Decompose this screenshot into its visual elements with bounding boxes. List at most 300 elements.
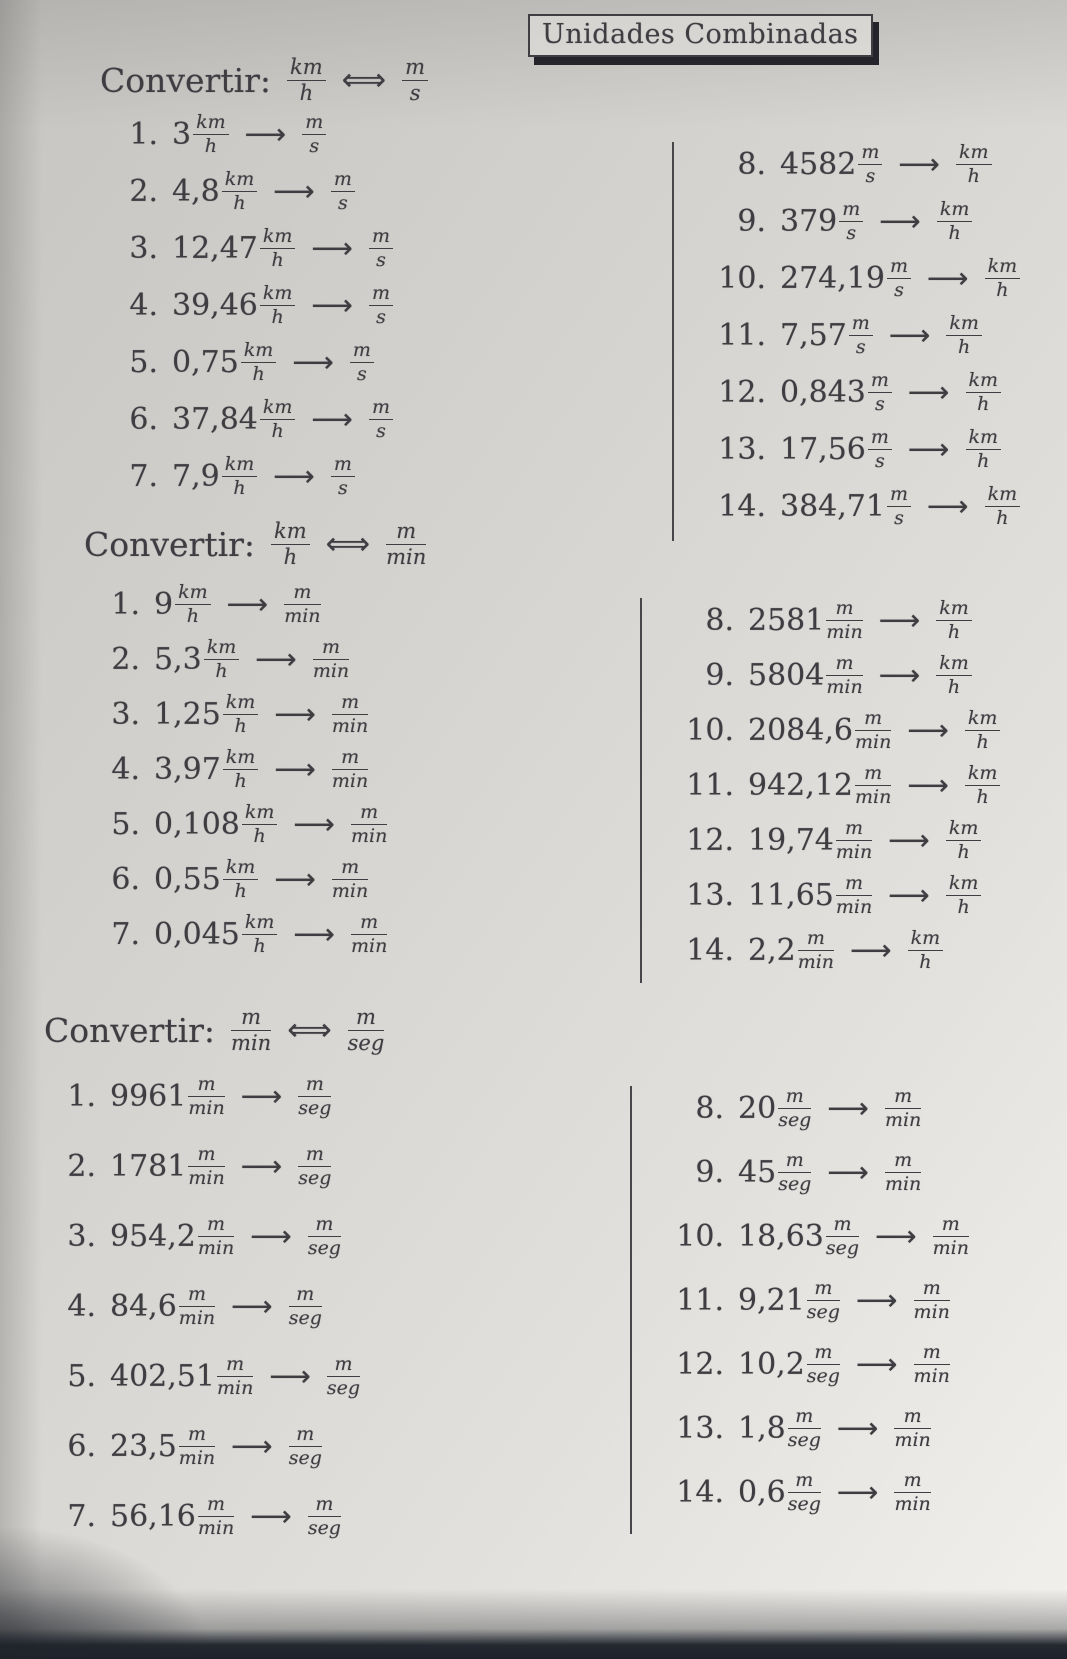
fraction-denominator: h bbox=[996, 278, 1009, 301]
fraction-denominator: h bbox=[967, 164, 980, 187]
item-number: 5. bbox=[111, 806, 140, 842]
right-arrow-icon: ⟶ bbox=[878, 657, 921, 692]
to-unit-fraction bbox=[351, 802, 387, 846]
from-unit-fraction bbox=[836, 818, 872, 862]
fraction-denominator: min bbox=[312, 659, 350, 682]
to-unit-fraction bbox=[298, 1074, 331, 1118]
item-number: 3. bbox=[129, 230, 158, 266]
double-arrow-icon: ⟺ bbox=[287, 1011, 332, 1048]
to-unit-fraction bbox=[985, 484, 1021, 528]
right-arrow-icon: ⟶ bbox=[888, 877, 930, 912]
fraction-denominator: min bbox=[826, 675, 863, 698]
exercise-item bbox=[56, 1144, 362, 1188]
fraction-numerator: m bbox=[778, 1086, 811, 1109]
exercise-item bbox=[668, 1342, 971, 1386]
to-unit-fraction bbox=[332, 692, 368, 736]
right-arrow-icon: ⟶ bbox=[927, 260, 969, 295]
fraction-denominator: h bbox=[957, 840, 970, 863]
item-number: 13. bbox=[686, 877, 734, 913]
exercise-column-right bbox=[672, 142, 1022, 541]
exercise-item bbox=[668, 1214, 971, 1258]
right-arrow-icon: ⟶ bbox=[311, 287, 353, 322]
right-arrow-icon: ⟶ bbox=[927, 488, 969, 523]
from-unit-fraction bbox=[260, 283, 296, 327]
exercise-item bbox=[100, 802, 389, 846]
fraction-denominator: min bbox=[331, 879, 369, 902]
fraction-denominator: s bbox=[376, 248, 386, 271]
right-arrow-icon: ⟶ bbox=[878, 602, 921, 637]
fraction-denominator: seg bbox=[298, 1166, 332, 1189]
fraction-denominator: h bbox=[996, 506, 1009, 529]
item-value: 0,045 bbox=[154, 916, 240, 952]
fraction-numerator: km bbox=[966, 427, 1002, 450]
to-unit-fraction bbox=[332, 747, 368, 791]
fraction-denominator: seg bbox=[347, 1030, 385, 1055]
right-arrow-icon: ⟶ bbox=[292, 344, 334, 379]
fraction-numerator: m bbox=[327, 1354, 360, 1377]
fraction-numerator: km bbox=[936, 653, 972, 676]
right-arrow-icon: ⟶ bbox=[274, 751, 316, 786]
fraction-numerator: km bbox=[223, 857, 259, 880]
right-arrow-icon: ⟶ bbox=[255, 641, 297, 676]
from-unit-fraction bbox=[198, 1494, 234, 1538]
fraction-numerator: m bbox=[386, 520, 426, 545]
to-unit-fraction bbox=[965, 708, 1001, 752]
right-arrow-icon: ⟶ bbox=[231, 1428, 273, 1463]
from-unit-fraction bbox=[260, 397, 296, 441]
fraction-numerator: m bbox=[179, 1284, 215, 1307]
fraction-numerator: m bbox=[369, 283, 393, 306]
from-unit-fraction bbox=[887, 256, 911, 300]
convert-label: Convertir: bbox=[100, 60, 272, 100]
right-arrow-icon: ⟶ bbox=[898, 146, 940, 181]
fraction-denominator: seg bbox=[326, 1376, 361, 1399]
item-number: 1. bbox=[129, 116, 158, 152]
right-arrow-icon: ⟶ bbox=[907, 767, 949, 802]
exercise-item bbox=[56, 1284, 362, 1328]
item-value: 2084,6 bbox=[748, 712, 853, 748]
item-value: 2581 bbox=[748, 602, 825, 638]
fraction-numerator: km bbox=[241, 340, 277, 363]
right-arrow-icon: ⟶ bbox=[250, 1498, 292, 1533]
fraction-denominator: h bbox=[271, 248, 284, 271]
fraction-denominator: s bbox=[894, 278, 904, 301]
fraction-denominator: h bbox=[947, 675, 961, 698]
exercise-item bbox=[100, 692, 389, 736]
item-value: 10,2 bbox=[738, 1346, 805, 1382]
fraction-denominator: h bbox=[233, 476, 246, 499]
from-unit-fraction bbox=[826, 1214, 859, 1258]
fraction-numerator: m bbox=[914, 1278, 950, 1301]
exercise-item bbox=[668, 1150, 971, 1194]
fraction-numerator: m bbox=[836, 873, 872, 896]
fraction-numerator: km bbox=[204, 637, 240, 660]
fraction-denominator: min bbox=[331, 769, 369, 792]
exercise-column-left bbox=[118, 112, 395, 511]
fraction-numerator: km bbox=[985, 484, 1021, 507]
fraction-denominator: min bbox=[178, 1306, 216, 1329]
item-value: 9 bbox=[154, 586, 174, 622]
exercise-column-right bbox=[640, 598, 1002, 983]
exercise-column-left bbox=[100, 582, 389, 967]
item-number: 4. bbox=[129, 287, 158, 323]
item-value: 18,63 bbox=[738, 1218, 824, 1254]
right-arrow-icon: ⟶ bbox=[240, 1148, 283, 1183]
fraction-denominator: s bbox=[376, 419, 386, 442]
fraction-denominator: h bbox=[299, 80, 314, 105]
item-number: 14. bbox=[676, 1474, 724, 1510]
fraction-denominator: min bbox=[835, 895, 873, 918]
fraction-numerator: m bbox=[188, 1144, 224, 1167]
fraction-numerator: km bbox=[242, 912, 278, 935]
fraction-numerator: km bbox=[985, 256, 1021, 279]
fraction-numerator: m bbox=[331, 169, 355, 192]
item-number: 11. bbox=[686, 767, 734, 803]
page-title: Unidades Combinadas bbox=[528, 14, 873, 57]
fraction-numerator: km bbox=[222, 454, 258, 477]
fraction-numerator: m bbox=[826, 653, 862, 676]
item-number: 3. bbox=[111, 696, 140, 732]
fraction-denominator: min bbox=[231, 1030, 272, 1055]
right-arrow-icon: ⟶ bbox=[855, 1346, 898, 1381]
fraction-numerator: km bbox=[287, 56, 326, 81]
to-unit-fraction bbox=[965, 763, 1001, 807]
from-unit-fraction bbox=[193, 112, 229, 156]
exercise-column-left bbox=[56, 1074, 362, 1564]
fraction-denominator: min bbox=[284, 604, 321, 627]
item-number: 8. bbox=[695, 1090, 724, 1126]
convert-label: Convertir: bbox=[44, 1010, 216, 1050]
fraction-denominator: s bbox=[357, 362, 367, 385]
item-number: 1. bbox=[111, 586, 140, 622]
fraction-denominator: min bbox=[932, 1236, 969, 1259]
fraction-numerator: m bbox=[298, 1144, 331, 1167]
item-value: 0,6 bbox=[738, 1474, 786, 1510]
fraction-numerator: m bbox=[302, 112, 326, 135]
to-unit-fraction bbox=[331, 169, 355, 213]
right-arrow-icon: ⟶ bbox=[293, 916, 335, 951]
item-value: 4582 bbox=[780, 146, 857, 182]
right-arrow-icon: ⟶ bbox=[827, 1090, 869, 1125]
item-number: 8. bbox=[705, 602, 734, 638]
item-value: 9,21 bbox=[738, 1282, 805, 1318]
item-number: 2. bbox=[67, 1148, 96, 1184]
item-number: 2. bbox=[111, 641, 140, 677]
fraction-denominator: min bbox=[197, 1236, 235, 1259]
item-value: 39,46 bbox=[172, 287, 258, 323]
exercise-item bbox=[678, 818, 1002, 862]
item-number: 13. bbox=[676, 1410, 724, 1446]
fraction-denominator: s bbox=[865, 164, 876, 187]
item-value: 1,8 bbox=[738, 1410, 786, 1446]
exercise-column-right bbox=[630, 1086, 971, 1534]
item-number: 9. bbox=[737, 203, 766, 239]
fraction-numerator: m bbox=[298, 1074, 331, 1097]
right-arrow-icon: ⟶ bbox=[311, 401, 353, 436]
item-value: 1781 bbox=[110, 1148, 187, 1184]
from-unit-fraction bbox=[198, 1214, 234, 1258]
from-unit-fraction bbox=[868, 427, 892, 471]
item-number: 8. bbox=[737, 146, 766, 182]
fraction-numerator: m bbox=[885, 1086, 921, 1109]
from-unit-fraction bbox=[836, 873, 872, 917]
right-arrow-icon: ⟶ bbox=[274, 696, 316, 731]
section-header bbox=[84, 520, 428, 568]
fraction-denominator: s bbox=[846, 221, 857, 244]
fraction-numerator: km bbox=[260, 283, 296, 306]
to-unit-fraction bbox=[946, 313, 982, 357]
fraction-numerator: m bbox=[855, 763, 891, 786]
from-unit-fraction bbox=[858, 142, 882, 186]
fraction-denominator: s bbox=[875, 392, 885, 415]
item-number: 1. bbox=[67, 1078, 96, 1114]
fraction-numerator: m bbox=[369, 226, 393, 249]
from-unit-fraction bbox=[778, 1150, 811, 1194]
right-arrow-icon: ⟶ bbox=[250, 1218, 292, 1253]
item-value: 3,97 bbox=[154, 751, 221, 787]
right-arrow-icon: ⟶ bbox=[231, 1288, 273, 1323]
to-unit-fraction bbox=[966, 370, 1002, 414]
item-value: 274,19 bbox=[780, 260, 885, 296]
fraction-denominator: min bbox=[894, 1428, 931, 1451]
item-value: 7,57 bbox=[780, 317, 847, 353]
fraction-denominator: h bbox=[234, 879, 247, 902]
item-value: 4,8 bbox=[172, 173, 220, 209]
from-unit-fraction bbox=[175, 582, 211, 626]
section-header bbox=[100, 56, 430, 104]
from-unit-fraction bbox=[188, 1074, 224, 1118]
exercise-item bbox=[118, 397, 395, 441]
fraction-denominator: min bbox=[884, 1108, 922, 1131]
to-unit-fraction bbox=[327, 1354, 360, 1398]
exercise-item bbox=[678, 928, 1002, 972]
item-number: 4. bbox=[111, 751, 140, 787]
double-arrow-icon: ⟺ bbox=[341, 61, 387, 98]
fraction-denominator: h bbox=[958, 335, 971, 358]
right-arrow-icon: ⟶ bbox=[273, 458, 315, 493]
fraction-denominator: s bbox=[376, 305, 386, 328]
right-arrow-icon: ⟶ bbox=[888, 822, 930, 857]
fraction-numerator: m bbox=[308, 1494, 341, 1517]
fraction-numerator: m bbox=[933, 1214, 969, 1237]
exercise-item bbox=[668, 1278, 971, 1322]
exercise-item bbox=[56, 1214, 362, 1258]
exercise-item bbox=[710, 313, 1022, 357]
fraction-numerator: km bbox=[908, 928, 944, 951]
item-value: 23,5 bbox=[110, 1428, 177, 1464]
fraction-denominator: min bbox=[216, 1376, 254, 1399]
fraction-numerator: m bbox=[849, 313, 873, 336]
item-value: 56,16 bbox=[110, 1498, 196, 1534]
item-value: 0,55 bbox=[154, 861, 221, 897]
item-number: 6. bbox=[111, 861, 140, 897]
fraction-denominator: seg bbox=[288, 1306, 322, 1329]
item-number: 10. bbox=[718, 260, 766, 296]
item-number: 11. bbox=[676, 1282, 724, 1318]
exercise-item bbox=[118, 226, 395, 270]
fraction-numerator: m bbox=[332, 857, 368, 880]
fraction-denominator: h bbox=[283, 544, 298, 569]
from-unit-fraction bbox=[868, 370, 892, 414]
item-value: 5804 bbox=[748, 657, 825, 693]
to-unit-fraction bbox=[933, 1214, 969, 1258]
fraction-denominator: seg bbox=[307, 1516, 341, 1539]
convert-label: Convertir: bbox=[84, 524, 256, 564]
from-unit-fraction bbox=[839, 199, 863, 243]
item-number: 3. bbox=[67, 1218, 96, 1254]
fraction-denominator: s bbox=[894, 506, 904, 529]
exercise-item bbox=[678, 763, 1002, 807]
item-number: 9. bbox=[705, 657, 734, 693]
to-unit-fraction bbox=[350, 340, 374, 384]
fraction-numerator: m bbox=[350, 340, 374, 363]
to-unit-fraction bbox=[313, 637, 349, 681]
fraction-denominator: min bbox=[351, 824, 388, 847]
item-number: 10. bbox=[686, 712, 734, 748]
section-header bbox=[44, 1006, 386, 1054]
to-unit-fraction bbox=[369, 226, 393, 270]
fraction-numerator: m bbox=[826, 598, 862, 621]
item-value: 0,75 bbox=[172, 344, 239, 380]
to-unit-fraction bbox=[369, 283, 393, 327]
item-number: 7. bbox=[129, 458, 158, 494]
right-arrow-icon: ⟶ bbox=[907, 712, 949, 747]
to-unit-fraction bbox=[308, 1494, 341, 1538]
fraction-numerator: m bbox=[836, 818, 872, 841]
double-arrow-icon: ⟺ bbox=[325, 525, 371, 562]
fraction-denominator: h bbox=[253, 824, 266, 847]
fraction-denominator: min bbox=[884, 1172, 922, 1195]
fraction-denominator: h bbox=[947, 620, 961, 643]
fraction-denominator: h bbox=[919, 950, 932, 973]
item-value: 1,25 bbox=[154, 696, 221, 732]
to-unit-fraction bbox=[885, 1150, 921, 1194]
unit-fraction-from bbox=[231, 1006, 271, 1054]
fraction-numerator: km bbox=[946, 873, 982, 896]
right-arrow-icon: ⟶ bbox=[879, 203, 921, 238]
fraction-numerator: m bbox=[217, 1354, 253, 1377]
exercise-item bbox=[710, 484, 1022, 528]
to-unit-fraction bbox=[289, 1424, 322, 1468]
fraction-denominator: min bbox=[386, 544, 427, 569]
to-unit-fraction bbox=[308, 1214, 341, 1258]
right-arrow-icon: ⟶ bbox=[855, 1282, 898, 1317]
fraction-denominator: h bbox=[957, 895, 970, 918]
item-value: 11,65 bbox=[748, 877, 834, 913]
fraction-denominator: h bbox=[252, 362, 265, 385]
fraction-denominator: h bbox=[948, 221, 961, 244]
exercise-item bbox=[668, 1470, 971, 1514]
fraction-denominator: h bbox=[204, 134, 217, 157]
fraction-denominator: s bbox=[409, 80, 421, 105]
fraction-denominator: h bbox=[186, 604, 199, 627]
item-number: 9. bbox=[695, 1154, 724, 1190]
fraction-numerator: km bbox=[946, 313, 982, 336]
fraction-numerator: km bbox=[223, 747, 259, 770]
from-unit-fraction bbox=[778, 1086, 811, 1130]
fraction-denominator: min bbox=[178, 1446, 216, 1469]
fraction-numerator: km bbox=[936, 598, 972, 621]
to-unit-fraction bbox=[302, 112, 326, 156]
to-unit-fraction bbox=[894, 1470, 930, 1514]
fraction-numerator: m bbox=[332, 747, 368, 770]
from-unit-fraction bbox=[179, 1284, 215, 1328]
exercise-item bbox=[100, 912, 389, 956]
item-number: 2. bbox=[129, 173, 158, 209]
exercise-item bbox=[118, 169, 395, 213]
unit-fraction-from bbox=[287, 56, 326, 104]
item-value: 37,84 bbox=[172, 401, 258, 437]
from-unit-fraction bbox=[217, 1354, 253, 1398]
right-arrow-icon: ⟶ bbox=[273, 173, 315, 208]
fraction-numerator: m bbox=[313, 637, 349, 660]
exercise-item bbox=[710, 199, 1022, 243]
fraction-numerator: m bbox=[788, 1406, 821, 1429]
to-unit-fraction bbox=[289, 1284, 322, 1328]
from-unit-fraction bbox=[204, 637, 240, 681]
fraction-numerator: m bbox=[858, 142, 882, 165]
from-unit-fraction bbox=[223, 747, 259, 791]
item-value: 942,12 bbox=[748, 767, 853, 803]
to-unit-fraction bbox=[284, 582, 320, 626]
right-arrow-icon: ⟶ bbox=[240, 1078, 283, 1113]
to-unit-fraction bbox=[966, 427, 1002, 471]
to-unit-fraction bbox=[985, 256, 1021, 300]
exercise-item bbox=[678, 708, 1002, 752]
item-value: 9961 bbox=[110, 1078, 187, 1114]
fraction-denominator: h bbox=[977, 449, 990, 472]
to-unit-fraction bbox=[369, 397, 393, 441]
fraction-numerator: km bbox=[222, 169, 258, 192]
from-unit-fraction bbox=[849, 313, 873, 357]
item-number: 13. bbox=[718, 431, 766, 467]
exercise-item bbox=[118, 454, 395, 498]
fraction-denominator: seg bbox=[825, 1236, 860, 1259]
fraction-denominator: h bbox=[271, 419, 284, 442]
item-number: 6. bbox=[129, 401, 158, 437]
right-arrow-icon: ⟶ bbox=[226, 586, 269, 621]
item-value: 0,108 bbox=[154, 806, 240, 842]
from-unit-fraction bbox=[855, 708, 891, 752]
exercise-item bbox=[118, 340, 395, 384]
fraction-denominator: seg bbox=[298, 1096, 332, 1119]
fraction-numerator: m bbox=[289, 1284, 322, 1307]
fraction-denominator: h bbox=[233, 191, 246, 214]
fraction-numerator: m bbox=[284, 582, 320, 605]
from-unit-fraction bbox=[788, 1406, 821, 1450]
right-arrow-icon: ⟶ bbox=[836, 1410, 879, 1445]
fraction-numerator: m bbox=[826, 1214, 859, 1237]
fraction-denominator: min bbox=[854, 785, 892, 808]
from-unit-fraction bbox=[223, 857, 259, 901]
right-arrow-icon: ⟶ bbox=[311, 230, 353, 265]
to-unit-fraction bbox=[331, 454, 355, 498]
item-value: 402,51 bbox=[110, 1358, 215, 1394]
fraction-numerator: m bbox=[807, 1342, 840, 1365]
to-unit-fraction bbox=[914, 1278, 950, 1322]
fraction-denominator: min bbox=[835, 840, 873, 863]
exercise-item bbox=[678, 873, 1002, 917]
fraction-denominator: h bbox=[271, 305, 284, 328]
fraction-numerator: m bbox=[807, 1278, 840, 1301]
fraction-denominator: h bbox=[234, 769, 247, 792]
from-unit-fraction bbox=[788, 1470, 821, 1514]
from-unit-fraction bbox=[260, 226, 296, 270]
fraction-numerator: km bbox=[946, 818, 982, 841]
item-value: 379 bbox=[780, 203, 838, 239]
right-arrow-icon: ⟶ bbox=[850, 932, 892, 967]
item-number: 10. bbox=[676, 1218, 724, 1254]
